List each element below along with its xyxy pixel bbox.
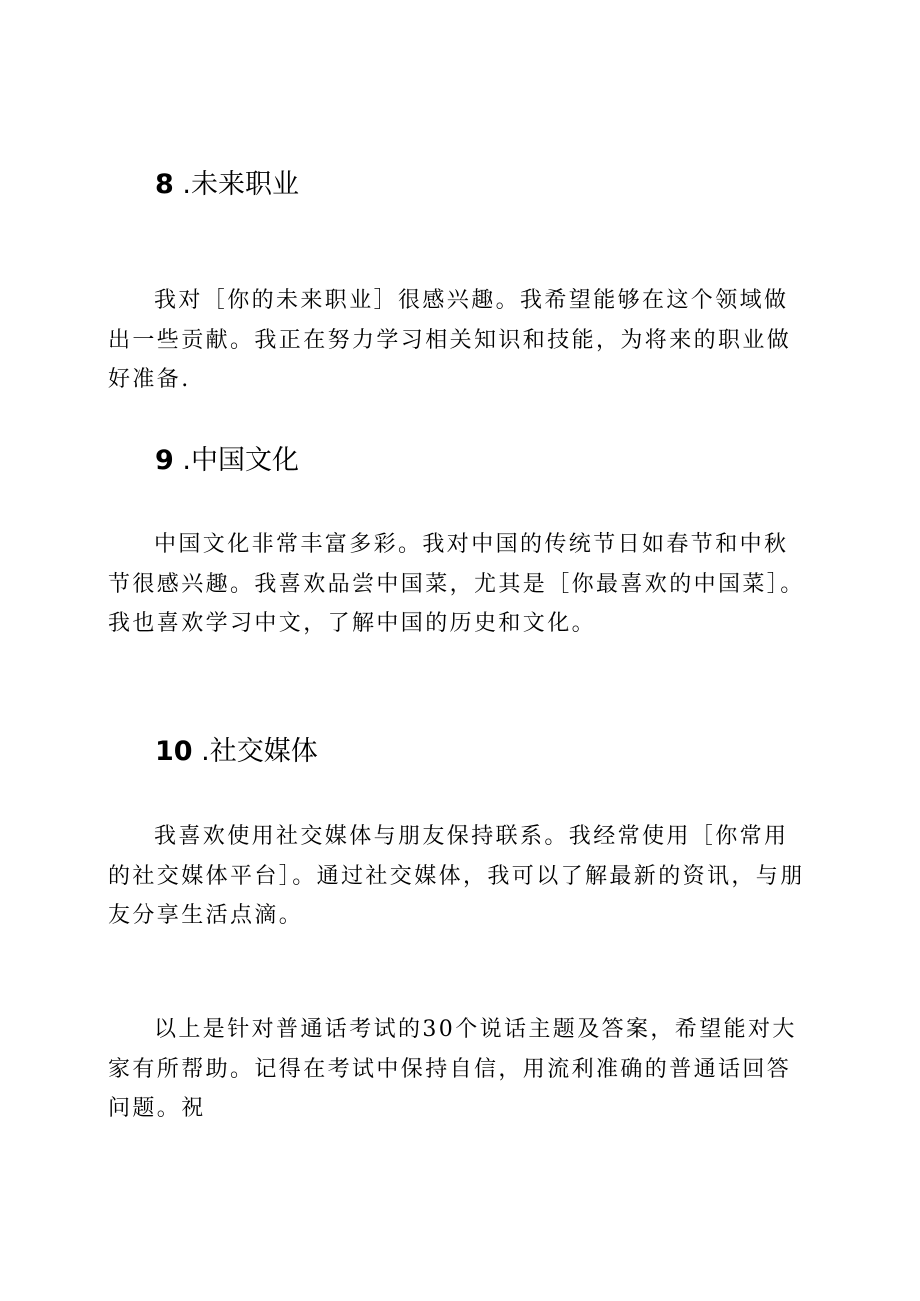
section-paragraph-9: 中国文化非常丰富多彩。我对中国的传统节日如春节和中秋节很感兴趣。我喜欢品尝中国菜，尤其是［你最喜欢的中国菜］。我也喜欢学习中文，了解中国的历史和文化。 bbox=[108, 532, 805, 636]
section-title: .未来职业 bbox=[182, 169, 299, 200]
section-paragraph-8: 我对［你的未来职业］很感兴趣。我希望能够在这个领域做出一些贡献。我正在努力学习相关知识和技能，为将来的职业做好准备. bbox=[108, 288, 792, 392]
section-heading-10 bbox=[155, 738, 318, 765]
section-title: .中国文化 bbox=[182, 445, 299, 476]
closing-paragraph: 以上是针对普通话考试的30个说话主题及答案，希望能对大家有所帮助。记得在考试中保持自信，用流利准确的普通话回答问题。祝 bbox=[108, 1017, 797, 1121]
section-number: 10 bbox=[155, 736, 193, 767]
section-heading-9 bbox=[155, 447, 299, 474]
section-heading-8 bbox=[155, 171, 299, 198]
section-number: 9 bbox=[155, 445, 174, 476]
section-number: 8 bbox=[155, 169, 174, 200]
section-paragraph-10: 我喜欢使用社交媒体与朋友保持联系。我经常使用［你常用的社交媒体平台］。通过社交媒体，我可以了解最新的资讯，与朋友分享生活点滴。 bbox=[108, 824, 805, 928]
section-title: .社交媒体 bbox=[201, 736, 318, 767]
